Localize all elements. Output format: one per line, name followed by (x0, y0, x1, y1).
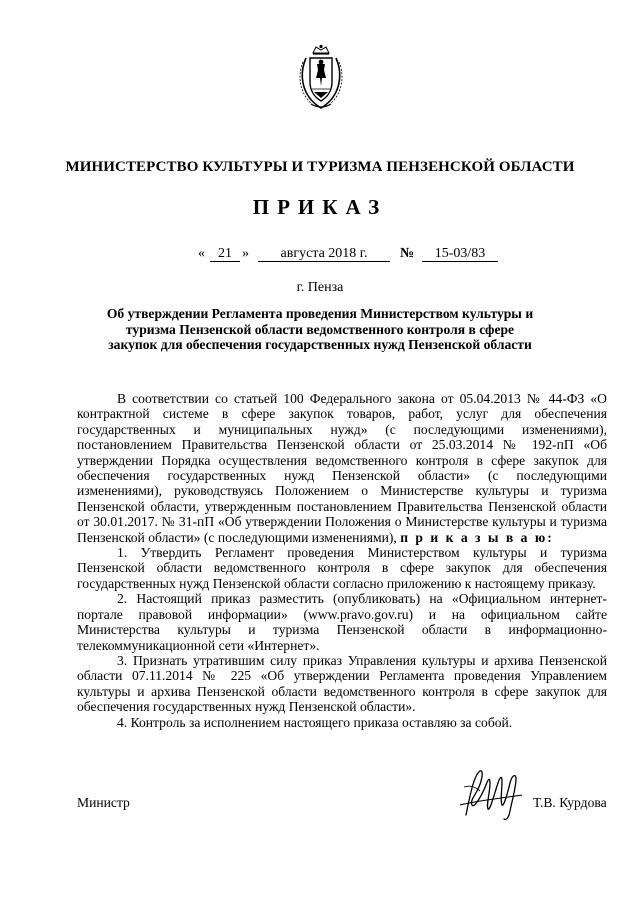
signatory-position: Министр (77, 795, 130, 810)
document-number: 15-03/83 (422, 246, 498, 262)
date-month-year: августа 2018 г. (258, 246, 390, 262)
date-close-quote: » (242, 246, 249, 261)
date-open-quote: « (198, 246, 205, 261)
order-word: п р и к а з ы в а ю: (400, 529, 554, 545)
order-item-4: 4. Контроль за исполнением настоящего приказа оставляю за собой. (117, 714, 513, 730)
order-item-2: 2. Настоящий приказ разместить (опубликовать) на «Официальном интернет-портале правовой информации» (www.pravo.gov.ru) и на официальном сайте Министерства культуры и туризма Пензенской области в информационно-телекоммуникационной сети «Интернет». (77, 591, 607, 653)
document-type-title: ПРИКАЗ (252, 195, 388, 219)
coat-of-arms-icon (296, 44, 346, 112)
preamble-paragraph (77, 391, 607, 545)
document-subject: Об утверждении Регламента проведения Министерством культуры и туризма Пензенской области ведомственного контроля в сфере закупок для обеспечения государственных нужд Пензенской области (106, 306, 534, 353)
date-day: 21 (210, 246, 240, 262)
signatory-name: Т.В. Курдова (533, 795, 607, 810)
handwritten-signature (456, 765, 528, 823)
document-body (77, 391, 607, 730)
ministry-title: МИНИСТЕРСТВО КУЛЬТУРЫ И ТУРИЗМА ПЕНЗЕНСКОЙ ОБЛАСТИ (65, 159, 575, 175)
preamble-text: В соответствии со статьей 100 Федерального закона от 05.04.2013 № 44-ФЗ «О контрактной системе в сфере закупок товаров, работ, услуг для обеспечения государственных и муниципальных нужд» (с последующими изменениями), постановлением Правительства Пензенской области от 25.03.2014 № 192-пП «Об утверждении Порядка осуществления ведомственного контроля в сфере закупок для обеспечения государственных нужд Пензенской области» (с последующими изменениями), руководствуясь Положением о Министерстве культуры и туризма Пензенской области, утвержденным постановлением Правительства Пензенской области от 30.01.2017. № 31-пП «Об утверждении Положения о Министерстве культуры и туризма Пензенской области» (с последующими изменениями), (77, 391, 607, 545)
number-sign: № (400, 246, 415, 261)
order-item-3: 3. Признать утратившим силу приказ Управления культуры и архива Пензенской области 07.11.2014 № 225 «Об утверждении Регламента проведения Управлением культуры и архива Пензенской области ведомственного контроля в сфере закупок для обеспечения государственных нужд Пензенской области». (77, 652, 607, 715)
city: г. Пенза (296, 280, 344, 295)
date-number-row (180, 246, 510, 264)
order-item-1: 1. Утвердить Регламент проведения Министерством культуры и туризма Пензенской области ведомственного контроля в сфере закупок для обеспечения государственных нужд Пензенской области согласно приложению к настоящему приказу. (77, 545, 607, 591)
